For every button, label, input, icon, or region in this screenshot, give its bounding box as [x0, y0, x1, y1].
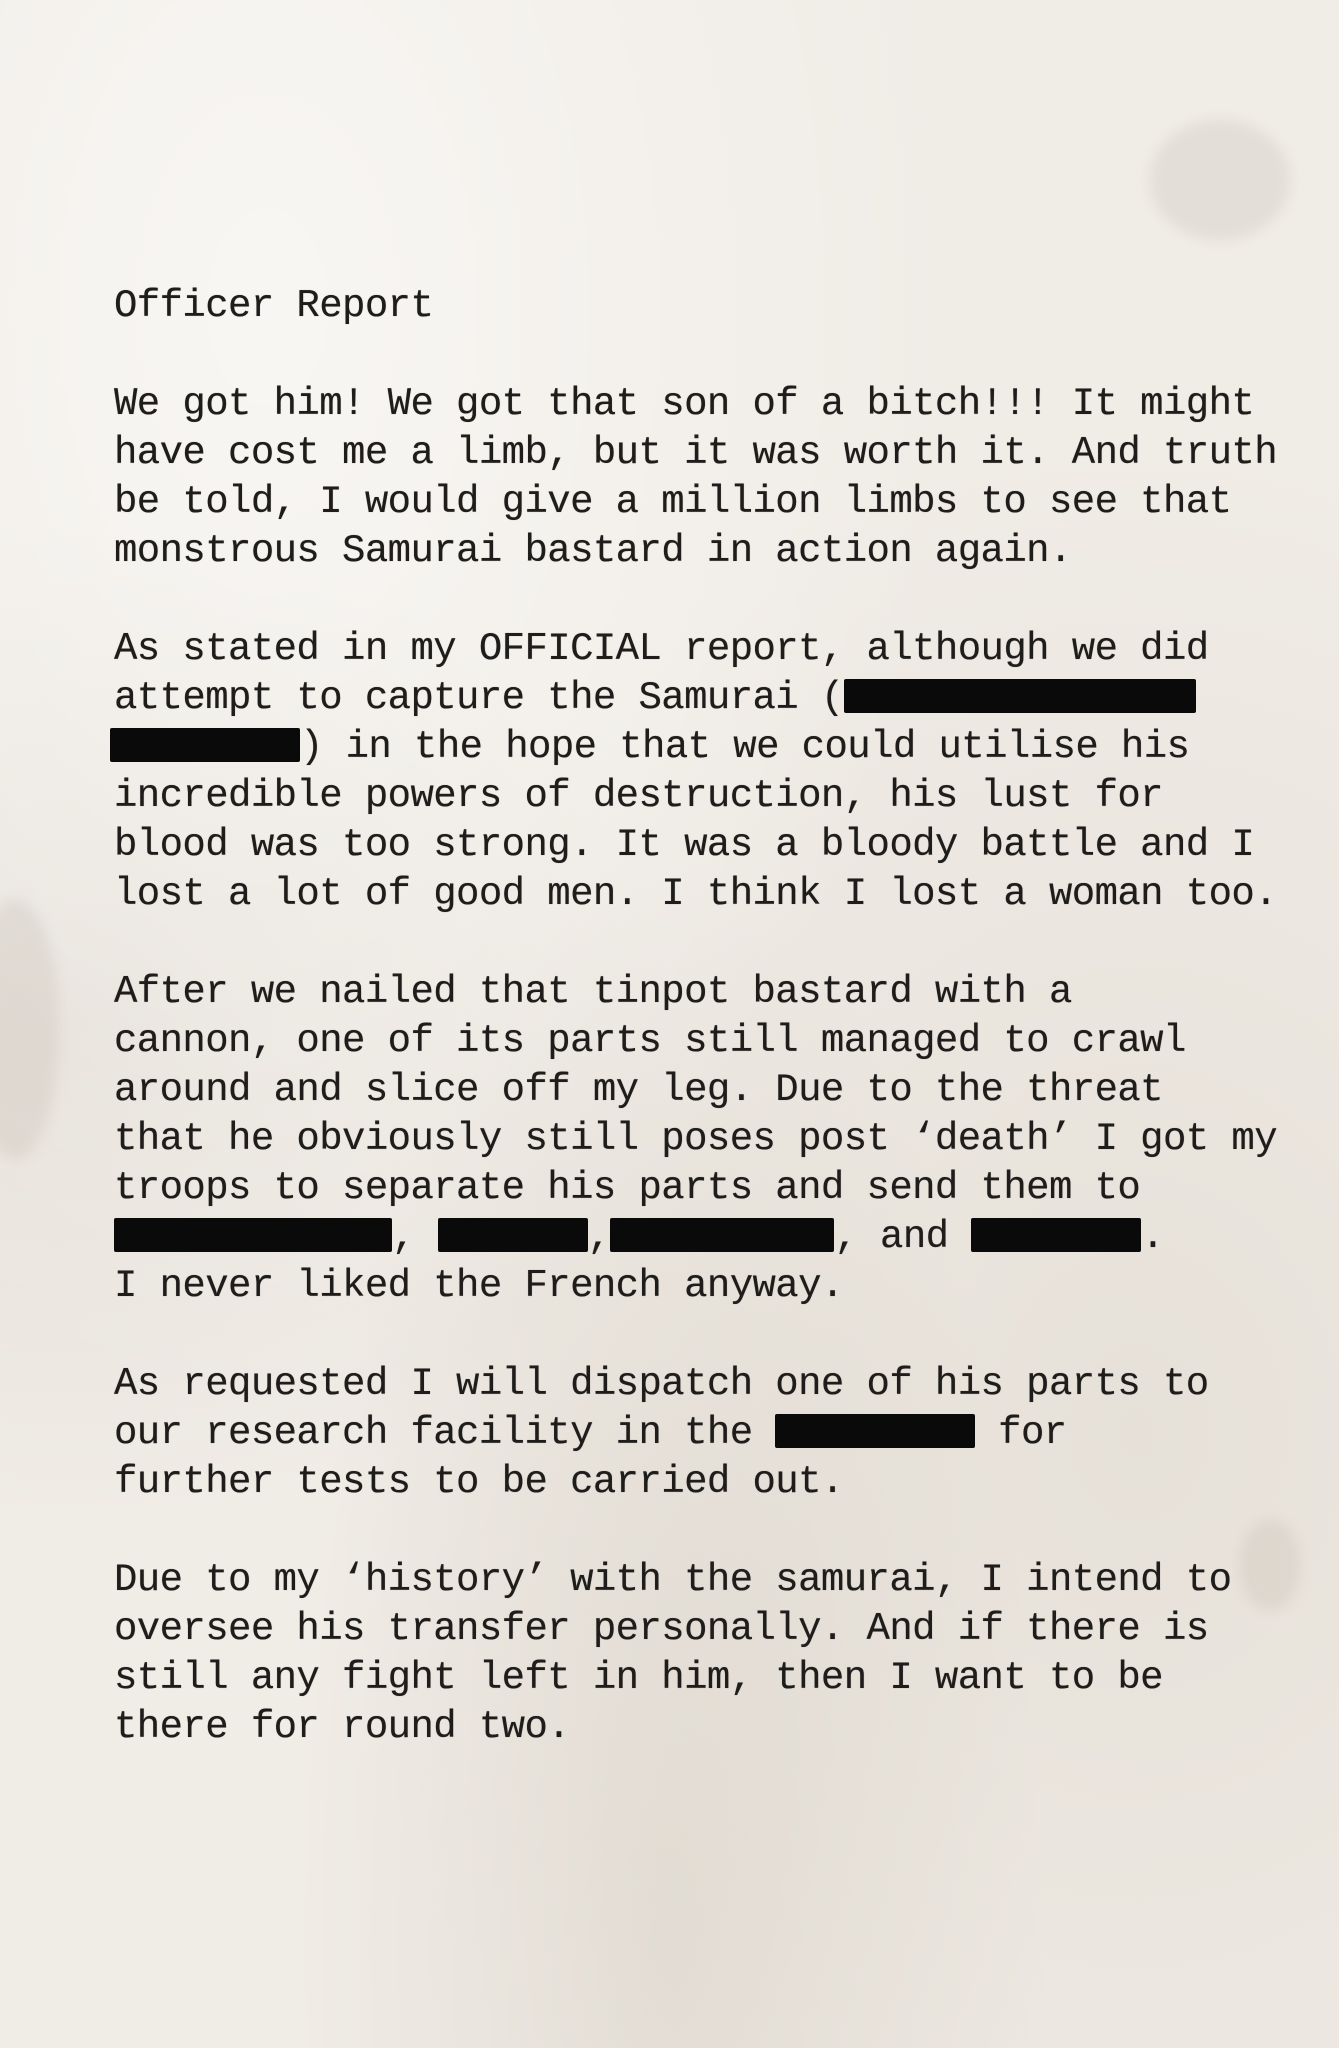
- text-line: Due to my ‘history’ with the samurai, I intend to: [114, 1558, 1232, 1602]
- text-line: We got him! We got that son of a bitch!!! It might: [114, 382, 1255, 426]
- redaction-bar: [844, 679, 1196, 713]
- text-line: As stated in my OFFICIAL report, although we did: [114, 627, 1209, 671]
- text-line: that he obviously still poses post ‘death’ I got my: [114, 1117, 1277, 1161]
- paper-stain: [1240, 1520, 1300, 1610]
- text-line: blood was too strong. It was a bloody battle and I: [114, 823, 1255, 867]
- redaction-bar: [610, 1218, 834, 1252]
- text-line: I never liked the French anyway.: [114, 1264, 844, 1308]
- text-segment: , and: [834, 1215, 949, 1259]
- report-title: Officer Report: [114, 284, 434, 328]
- paper-stain: [1150, 120, 1290, 240]
- text-line: cannon, one of its parts still managed to crawl: [114, 1019, 1186, 1063]
- text-segment: ,: [587, 1215, 611, 1259]
- text-segment: ,: [392, 1215, 415, 1259]
- paragraph-4: [114, 1360, 1234, 1507]
- text-line: oversee his transfer personally. And if there is: [114, 1607, 1209, 1651]
- text-line: lost a lot of good men. I think I lost a woman too.: [114, 872, 1277, 916]
- text-segment: ) in the hope that we could utilise his: [300, 725, 1190, 769]
- text-line: [114, 1409, 1234, 1458]
- text-line: [114, 723, 1234, 772]
- text-segment: our research facility in the: [114, 1411, 753, 1455]
- text-line: be told, I would give a million limbs to see that: [114, 480, 1232, 524]
- paragraph-5: [114, 1556, 1234, 1752]
- text-line: incredible powers of destruction, his lust for: [114, 774, 1163, 818]
- text-segment: .: [1141, 1215, 1165, 1259]
- redaction-bar: [114, 1218, 392, 1252]
- paragraph-3: [114, 968, 1277, 1311]
- paper-stain: [0, 900, 60, 1160]
- paragraph-2: [114, 625, 1277, 919]
- text-segment: attempt to capture the Samurai (: [114, 676, 844, 720]
- redaction-bar: [438, 1218, 588, 1252]
- text-segment: for: [998, 1411, 1067, 1455]
- text-line: [114, 1213, 1234, 1262]
- text-line: further tests to be carried out.: [114, 1460, 844, 1504]
- redaction-bar: [110, 728, 300, 762]
- text-line: troops to separate his parts and send them to: [114, 1166, 1141, 1210]
- text-line: still any fight left in him, then I want to be: [114, 1656, 1163, 1700]
- redaction-bar: [971, 1218, 1141, 1252]
- redaction-bar: [775, 1414, 975, 1448]
- officer-report: [114, 282, 1277, 1801]
- text-line: [114, 674, 1234, 723]
- text-line: After we nailed that tinpot bastard with a: [114, 970, 1072, 1014]
- text-line: monstrous Samurai bastard in action again.: [114, 529, 1072, 573]
- text-line: around and slice off my leg. Due to the threat: [114, 1068, 1163, 1112]
- text-line: there for round two.: [114, 1705, 571, 1749]
- paragraph-1: [114, 380, 1277, 576]
- text-line: As requested I will dispatch one of his parts to: [114, 1362, 1209, 1406]
- text-line: have cost me a limb, but it was worth it. And truth: [114, 431, 1277, 475]
